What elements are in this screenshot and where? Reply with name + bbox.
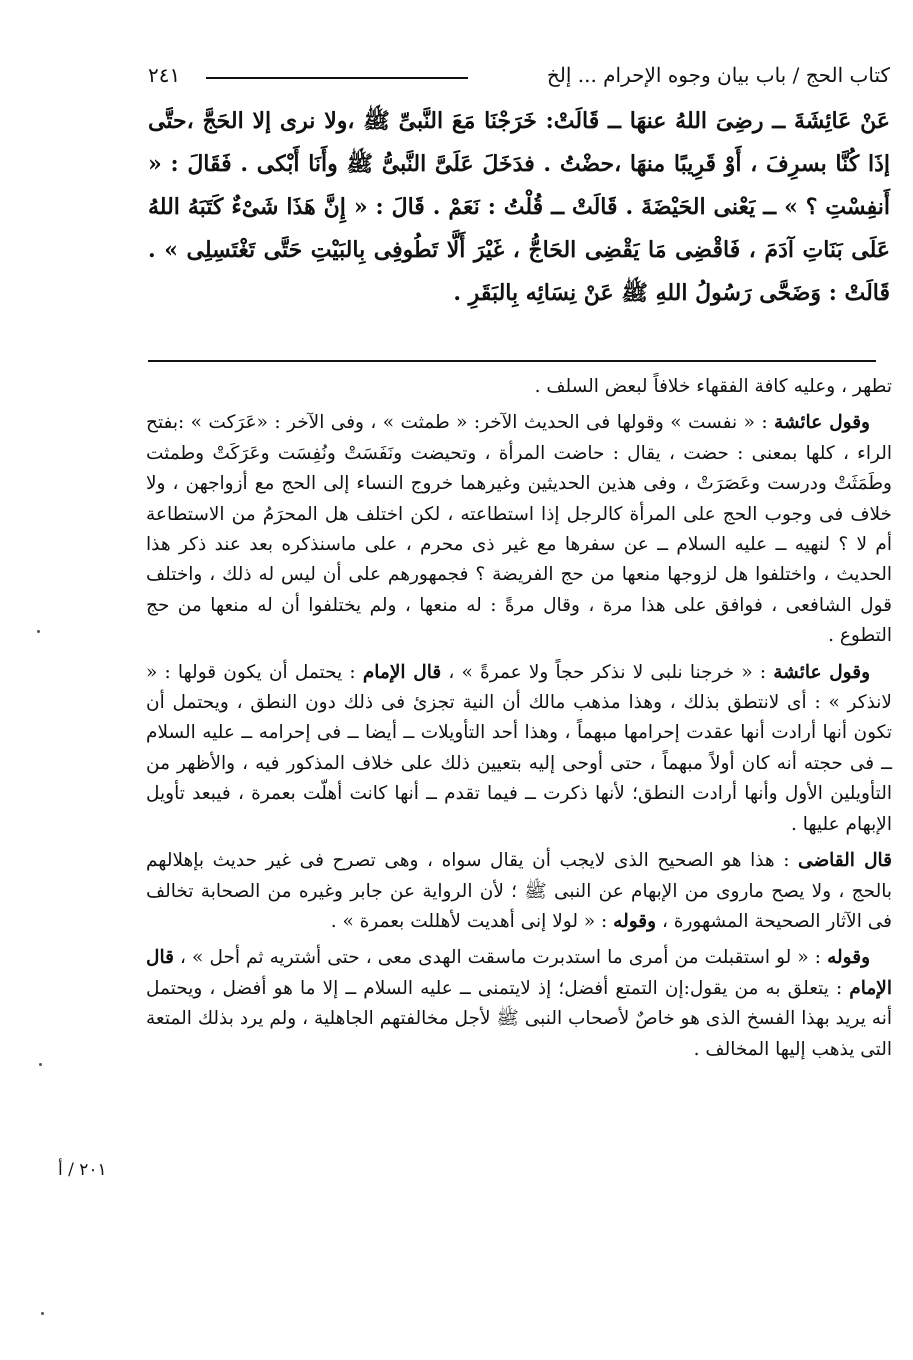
paragraph-text: : يتعلق به من يقول:إن التمتع أفضل؛ إذ لايتمنى ــ عليه السلام ــ إلا ما هو أفضل ، ويحتمل أنه يريد بهذا الفسخ الذى هو خاصٌ لأصحاب النبى ﷺ لأجل مخالفتهم الجاهلية ، ولم يرد بذلك المتعة التى يذهب إليها المخالف . xyxy=(146,977,892,1060)
paragraph-text: : « لو استقبلت من أمرى ما استدبرت ماسقت الهدى معى ، حتى أشتريه ثم أحل » ، xyxy=(180,947,822,969)
commentary-paragraph-continuation xyxy=(146,372,892,402)
paragraph-text: : هذا هو الصحيح الذى لايجب أن يقال سواه ، وهى تصرح فى غير حديث بإهلالهم بالحج ، ولا يصح ماروى من الإبهام عن النبى ﷺ ؛ لأن الرواية عن جابر وغيره من الصحابة تخالف فى الآثار الصحيحة المشهورة ، xyxy=(146,850,892,932)
scan-speck xyxy=(41,1312,44,1315)
lead-phrase: وقوله xyxy=(613,910,657,932)
lead-phrase: وقول عائشة xyxy=(773,412,870,434)
scan-speck xyxy=(39,1063,42,1066)
lead-phrase-imam: قال الإمام xyxy=(362,661,442,683)
page-number: ٢٤١ xyxy=(148,63,181,87)
lead-phrase-imam: قال الإمام xyxy=(146,947,892,999)
scan-speck xyxy=(37,630,40,633)
commentary-paragraph-2 xyxy=(146,658,892,840)
separator-rule xyxy=(148,360,876,362)
commentary-paragraph-3 xyxy=(146,846,892,937)
running-header xyxy=(148,60,890,94)
running-title: كتاب الحج / باب بيان وجوه الإحرام ... إلخ xyxy=(546,63,890,87)
continuation-text: تطهر ، وعليه كافة الفقهاء خلافاً لبعض السلف . xyxy=(534,376,892,397)
hadith-text: عَنْ عَائِشَةَ ــ رضِىَ اللهُ عنهَا ــ قَالَتْ: خَرَجْنَا مَعَ النَّبىِّ ﷺ ،ولا نرى إلا الحَجَّ ،حتَّى إذَا كُنَّا بسرِفَ ، أَوْ قَرِيبًا منهَا ،حضْتُ . فدَخَلَ عَلَىَّ النَّبىُّ ﷺ وأَنَا أَبْكى . فَقَالَ : « أَنفِسْتِ ؟ » ــ يَعْنى الحَيْضَةَ . قَالَتْ ــ قُلْتُ : نَعَمْ . قَالَ : « إِنَّ هَذَا شَىْءٌ كَتَبَهُ اللهُ عَلَى بَنَاتِ آدَمَ ، فَاقْضِى مَا يَقْضِى الحَاجُّ ، غَيْرَ أَلَّا تَطُوفِى بِالبَيْتِ حَتَّى تَغْتَسِلِى » . قَالَتْ : وَضَحَّى رَسُولُ اللهِ ﷺ عَنْ نِسَائِه بِالبَقَرِ . xyxy=(148,108,890,306)
paragraph-text: : « نفست » وقولها فى الحديث الآخر: « طمثت » ، وفى الآخر : «عَرَكت » :بفتح الراء ، كلها بمعنى : حضت ، يقال : حاضت المرأة ، وتحيضت ونَفَسَتْ ونُفِسَت وعَرَكَتْ وطمثت وطَمَثَتْ ودرست وعَصَرَتْ ، وفى هذين الحديثين وغيرهما خروج النساء إلى الحج مع أزواجهن ، ولا خلاف فى وجوب الحج على المرأة كالرجل إذا استطاعته ، لكن اختلف هل المحرَمُ من الاستطاعة أم لا ؟ لنهيه ــ عليه السلام ــ عن سفرها مع غير ذى محرم ، على ماسنذكره بعد عند ذكر هذا الحديث ، واختلفوا هل لزوجها منعها من حج الفريضة ؟ فجمهورهم على أن ليس له ذلك ، واختلف قول الشافعى ، فوافق على هذا مرة ، وقال مرةً : له منعها ، ولم يختلفوا أن له منعها من حج التطوع . xyxy=(146,412,892,647)
hadith-text-block xyxy=(148,100,890,315)
header-rule xyxy=(206,77,468,79)
commentary-paragraph-1 xyxy=(146,408,892,651)
lead-phrase: وقوله xyxy=(827,947,870,969)
paragraph-text: : « لولا إنى أهديت لأهللت بعمرة » . xyxy=(330,910,608,932)
commentary-paragraph-4 xyxy=(146,943,892,1065)
paragraph-text: : يحتمل أن يكون قولها : « لانذكر » : أى لانتطق بذلك ، وهذا مذهب مالك أن النية تجزئ فى ذلك دون النطق ، ويحتمل أن تكون أنها أرادت أنها عقدت إحرامها مبهماً ، وهذا أحد التأويلات ــ أيضا ــ فى إحرامه ــ عليه السلام ــ فى حجته أنه كان أولاً مبهماً ، حتى أوحى إليه بتعيين ذلك على خلاف المذكور فيه ، والأظهر من التأويلين الأول وأنها أرادت النطق؛ لأنها ذكرت ــ فيما تقدم ــ أنها كانت أهلّت بعمرة ، فيبعد تأويل الإبهام عليها . xyxy=(146,661,892,835)
lead-phrase: وقول عائشة xyxy=(773,661,871,683)
manuscript-folio-note: ٢٠١ / أ xyxy=(58,1160,107,1180)
commentary-block xyxy=(146,372,892,1071)
lead-phrase-qadi: قال القاضى xyxy=(798,850,892,872)
paragraph-text: : « خرجنا نلبى لا نذكر حجاً ولا عمرةً » ، xyxy=(448,661,767,683)
